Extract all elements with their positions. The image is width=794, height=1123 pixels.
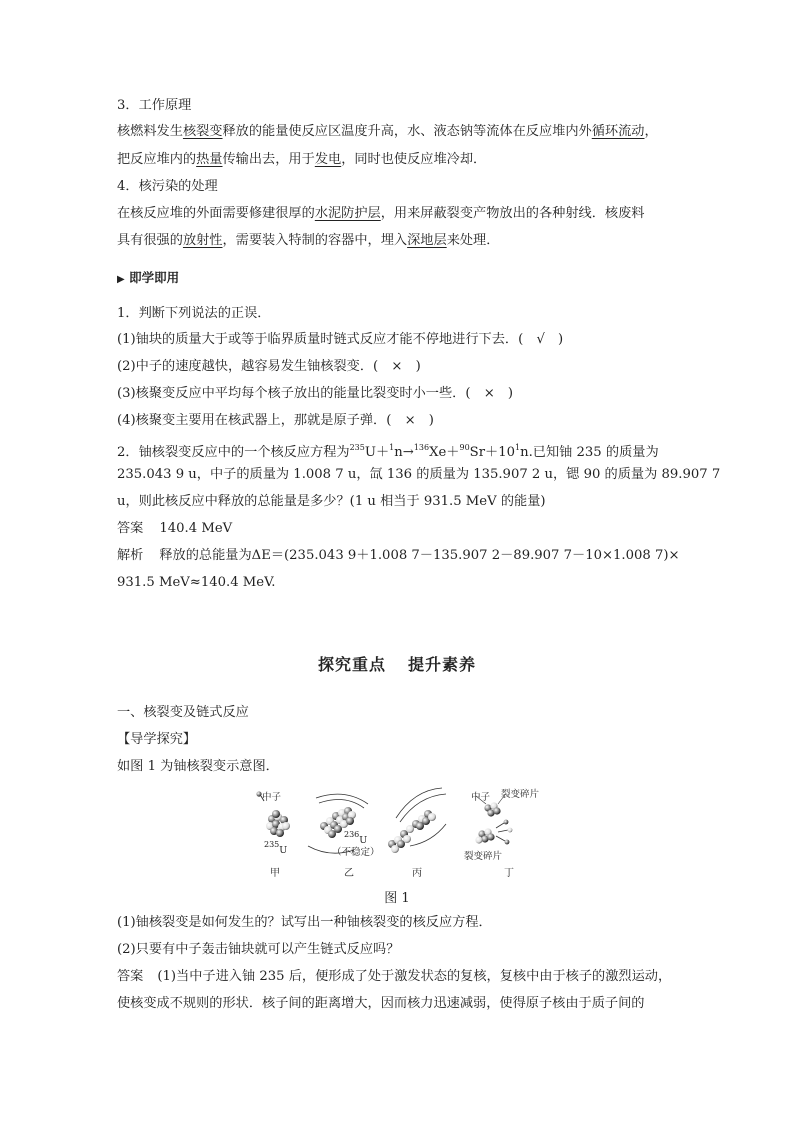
paragraph-line: [117, 122, 658, 142]
paragraph-line: [117, 204, 645, 224]
answer-line: [117, 519, 232, 539]
stage-d-group: [475, 796, 512, 844]
blank-answer: 放射性: [182, 233, 223, 248]
question-2-line: 235.043 9 u，中子的质量为 1.008 7 u，氙 136 的质量为 135.907 2 u，锶 90 的质量为 89.907 7: [117, 467, 721, 482]
neutron-particle: [505, 840, 510, 845]
text: 来处理．: [446, 233, 500, 248]
text: 具有很强的: [117, 233, 183, 248]
part-heading: 一、核裂变及链式反应: [117, 705, 249, 720]
blank-answer: 深地层: [407, 233, 447, 248]
question-1-item: (1)铀块的质量大于或等于临界质量时链式反应才能不停地进行下去．( √ ): [117, 332, 564, 347]
text: 核燃料发生: [117, 124, 183, 139]
fragment-bottom: [475, 828, 494, 843]
question-1-item: (3)核聚变反应中平均每个核子放出的能量比裂变时小一些．( × ): [117, 386, 514, 401]
label-fragment: 裂变碎片: [464, 851, 503, 862]
text: ，: [644, 124, 658, 139]
figure-caption: 图 1: [384, 891, 410, 906]
symbol: Sr＋10: [469, 445, 515, 460]
mass-number: 1: [389, 443, 395, 452]
question-1-item: (4)核聚变主要用在核武器上，那就是原子弹．( × ): [117, 413, 434, 428]
symbol: U: [359, 835, 368, 846]
deformed-nucleus: [388, 810, 436, 853]
fragment-top: [484, 802, 500, 816]
text: ，用来屏蔽裂变产物放出的各种射线．核废料: [380, 206, 645, 221]
answer-line: [117, 967, 671, 987]
neutron-particle: [256, 791, 261, 796]
blank-answer: 循环流动: [591, 124, 645, 139]
stage-label: 丙: [412, 868, 422, 879]
question-1: 1．判断下列说法的正误．: [117, 306, 271, 321]
guided-inquiry-tag: 【导学探究】: [117, 732, 197, 747]
label-u235: [264, 840, 287, 856]
text: ，同时也使反应堆冷却．: [341, 152, 487, 167]
blank-answer: 热量: [196, 152, 223, 167]
inquiry-question: (2)只要有中子轰击铀块就可以产生链式反应吗？: [117, 942, 400, 957]
label-fragment: 裂变碎片: [501, 789, 540, 800]
symbol: Xe＋: [429, 445, 460, 460]
answer-label: 答案: [117, 969, 144, 984]
symbol: U＋: [364, 445, 390, 460]
text: 传输出去，用于: [222, 152, 315, 167]
answer-text: (1)当中子进入铀 235 后，便形成了处于激发状态的复核，复核中由于核子的激烈运动，: [157, 969, 672, 984]
blank-answer: 核裂变: [182, 124, 223, 139]
text: 已知铀 235 的质量为: [532, 445, 659, 460]
neutron-particle: [508, 828, 513, 833]
mass-number: 235: [264, 840, 280, 849]
section-title-left: 探究重点: [317, 655, 386, 674]
symbol: U: [279, 845, 288, 856]
blank-answer: 发电: [314, 152, 342, 167]
paragraph-line: [117, 150, 486, 170]
stage-label: 甲: [270, 868, 280, 879]
mass-number: 236: [344, 830, 360, 839]
figure-intro: 如图 1 为铀核裂变示意图．: [117, 759, 279, 774]
blank-answer: 水泥防护层: [314, 206, 381, 221]
section-title-right: 提升素养: [408, 655, 477, 674]
play-circle-icon: ▶: [117, 274, 125, 285]
explanation-text: 释放的总能量为ΔE＝(235.043 9＋1.008 7－135.907 2－89.907 7－10×1.008 7)×: [159, 548, 680, 563]
stage-c-group: [388, 788, 446, 853]
paragraph-line: [117, 231, 499, 251]
symbol: n.: [520, 445, 533, 460]
inquiry-question: (1)铀核裂变是如何发生的？试写出一种铀核裂变的核反应方程．: [117, 915, 492, 930]
nuclear-equation: [350, 445, 533, 460]
u235-nucleus: [266, 810, 290, 837]
question-2-line: u，则此核反应中释放的总能量是多少？(1 u 相当于 931.5 MeV 的能量): [117, 494, 546, 509]
question-2-line: [117, 438, 659, 463]
text: ，需要装入特制的容器中，埋入: [222, 233, 408, 248]
mass-number: 90: [459, 443, 470, 452]
heading-pollution-handling: 4．核污染的处理: [117, 179, 218, 194]
neutron-particle: [504, 820, 509, 825]
label-neutron: 中子: [471, 792, 491, 803]
fission-diagram: [250, 786, 560, 878]
heading-working-principle: 3．工作原理: [117, 98, 192, 113]
label-neutron: 中子: [262, 792, 282, 803]
explanation-line: 931.5 MeV≈140.4 MeV.: [117, 575, 276, 590]
text: 2．铀核裂变反应中的一个核反应方程为: [117, 445, 350, 460]
section-title: [0, 652, 794, 675]
mass-number: 1: [514, 443, 521, 452]
explanation-line: [117, 546, 680, 566]
answer-value: 140.4 MeV: [159, 521, 233, 536]
practice-title: 即学即用: [129, 270, 180, 285]
answer-line: 使核变成不规则的形状．核子间的距离增大，因而核力迅速减弱，使得原子核由于质子间的: [117, 996, 645, 1011]
stage-label: 丁: [504, 868, 514, 879]
practice-heading: [117, 268, 179, 290]
mass-number: 235: [349, 443, 365, 452]
label-unstable: （不稳定）: [332, 847, 380, 858]
symbol: n→: [394, 445, 414, 460]
answer-label: 答案: [117, 521, 144, 536]
explanation-label: 解析: [117, 548, 144, 563]
stage-label: 乙: [344, 868, 354, 879]
text: 释放的能量使反应区温度升高，水、液态钠等流体在反应堆内外: [222, 124, 592, 139]
text: 在核反应堆的外面需要修建很厚的: [117, 206, 315, 221]
question-1-item: (2)中子的速度越快，越容易发生铀核裂变．( × ): [117, 359, 421, 374]
mass-number: 136: [413, 443, 430, 452]
text: 把反应堆内的: [117, 152, 197, 167]
